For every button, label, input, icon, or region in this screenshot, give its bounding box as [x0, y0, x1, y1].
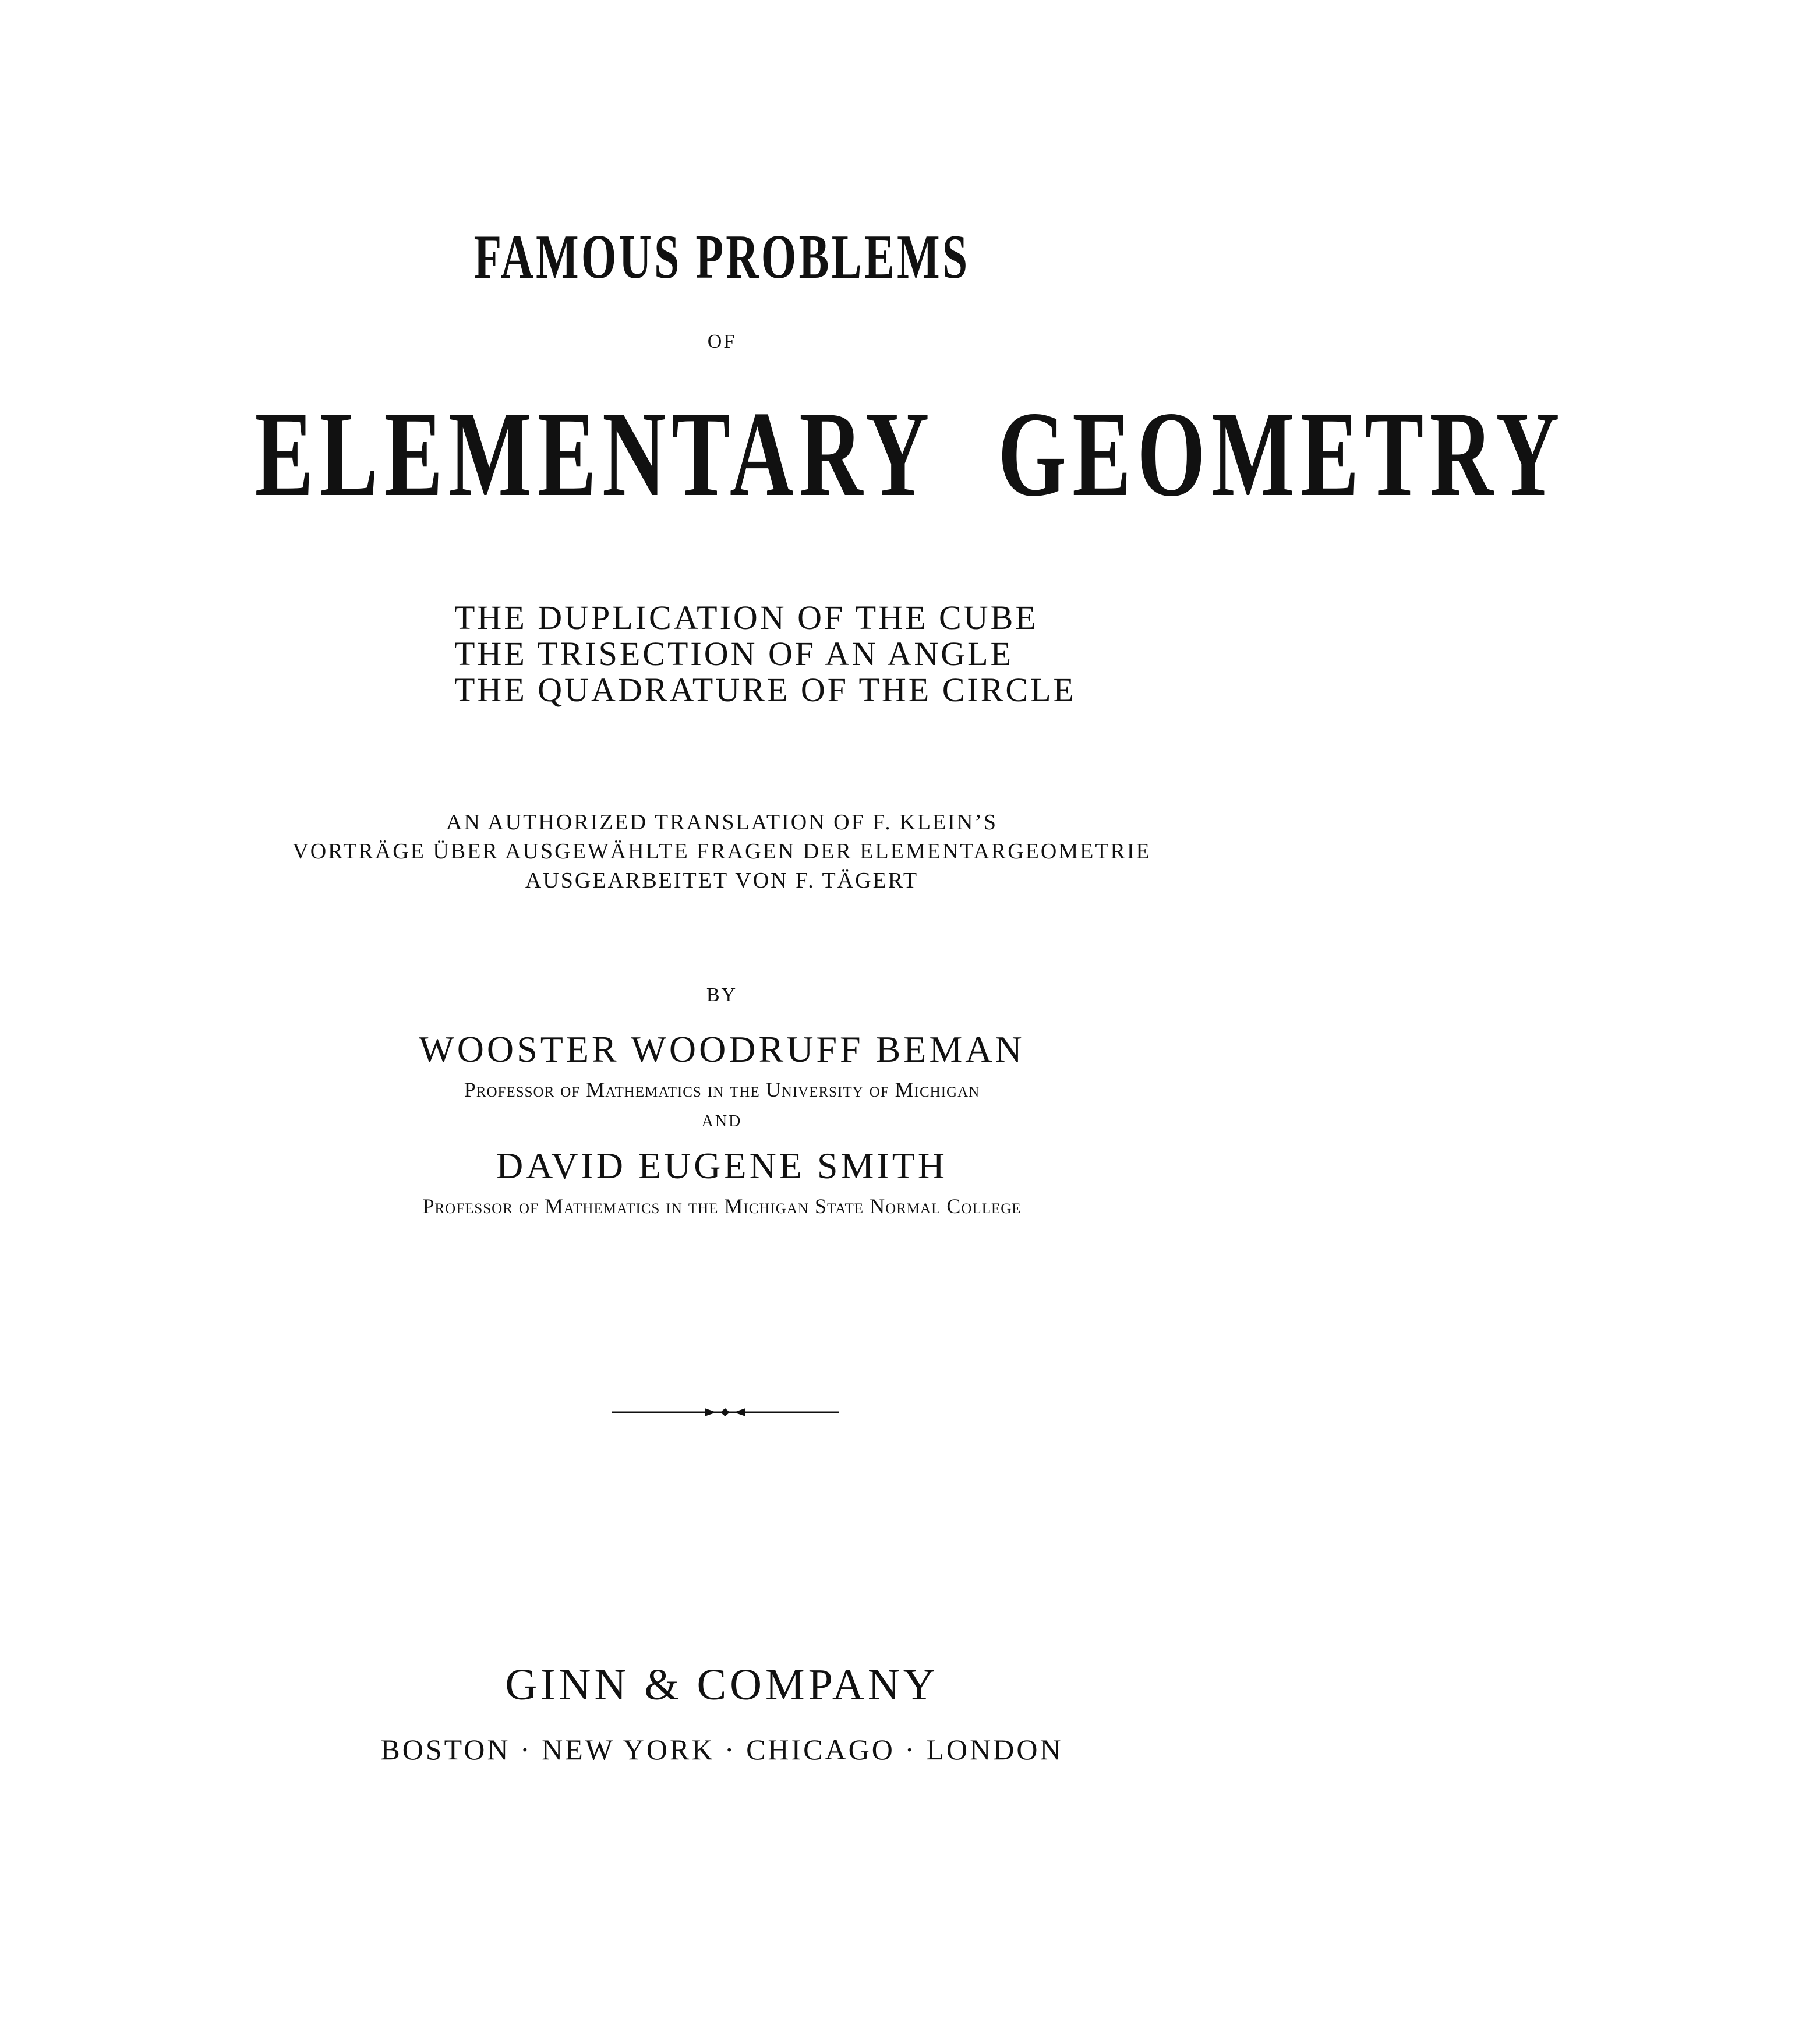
author-2-name: DAVID EUGENE SMITH [496, 1145, 948, 1186]
main-title-inner [255, 384, 1565, 525]
ornament-arrow-left [734, 1408, 745, 1416]
by-label: BY [706, 984, 738, 1006]
subject-duplication-of-cube: THE DUPLICATION OF THE CUBE [454, 599, 1038, 637]
author-1-affiliation: Professor of Mathematics in the University of Michigan [464, 1078, 980, 1101]
main-title-word-geometry: GEOMETRY [998, 387, 1565, 522]
subjects-list [454, 600, 1076, 708]
publisher-name: GINN & COMPANY [505, 1660, 939, 1709]
main-title-word-elementary: ELEMENTARY [255, 387, 935, 522]
ornament-diamond [720, 1408, 730, 1416]
author-1-name: WOOSTER WOODRUFF BEMAN [419, 1028, 1025, 1070]
main-title [0, 384, 1565, 525]
translation-note-line-2: VORTRÄGE ÜBER AUSGEWÄHLTE FRAGEN DER ELEMENTARGEOMETRIE [292, 839, 1151, 864]
and-label: AND [701, 1112, 743, 1130]
publisher-cities: BOSTON · NEW YORK · CHICAGO · LONDON [380, 1733, 1063, 1766]
title-line-famous-problems [0, 221, 1444, 294]
subject-quadrature-of-circle: THE QUADRATURE OF THE CIRCLE [454, 671, 1076, 709]
title-connector-of: OF [707, 331, 737, 352]
translation-note-line-1: AN AUTHORIZED TRANSLATION OF F. KLEIN’S [446, 810, 998, 835]
translation-note-line-3: AUSGEARBEITET VON F. TÄGERT [525, 868, 919, 893]
title-famous-problems-text: FAMOUS PROBLEMS [473, 222, 970, 292]
ornament-rule [612, 1404, 839, 1421]
subject-trisection-of-angle: THE TRISECTION OF AN ANGLE [454, 635, 1014, 673]
ornament-arrow-right [705, 1408, 716, 1416]
author-2-affiliation: Professor of Mathematics in the Michigan State Normal College [422, 1194, 1022, 1218]
